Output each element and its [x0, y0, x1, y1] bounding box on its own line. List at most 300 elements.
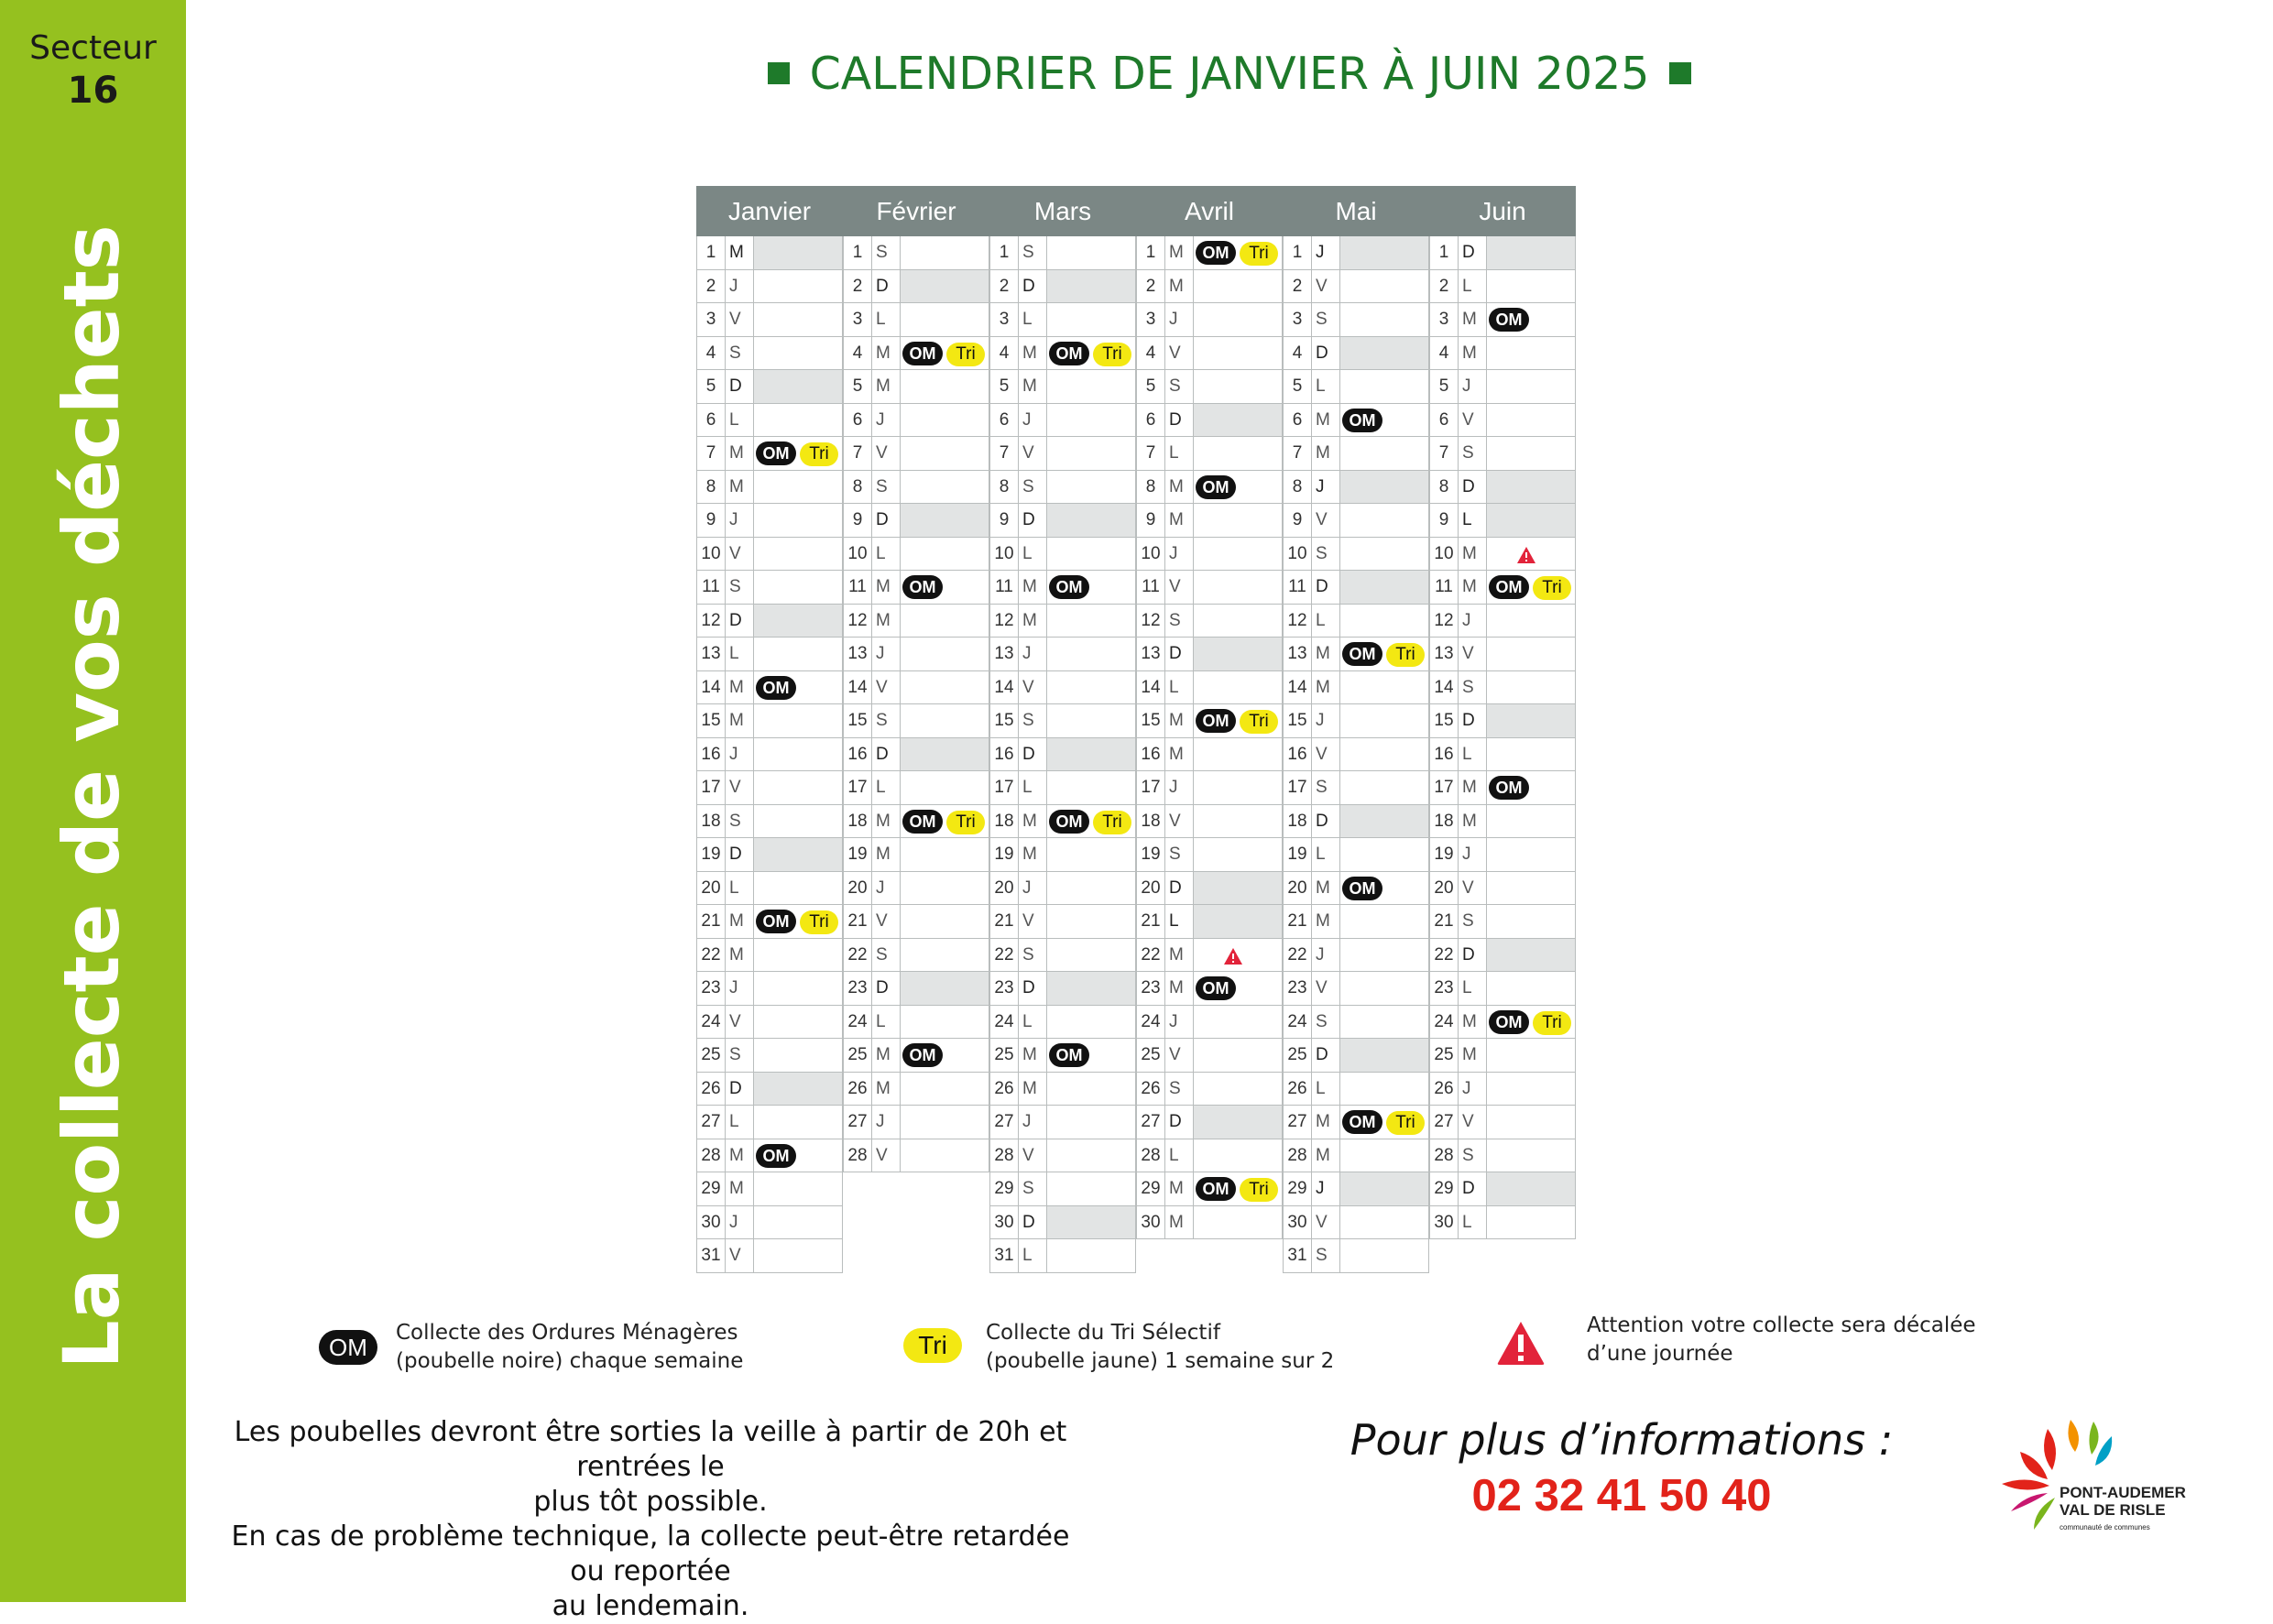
om-badge: OM	[1342, 409, 1382, 432]
day-row	[696, 1172, 843, 1206]
weekday-letter: M	[1019, 370, 1047, 403]
month-header: Janvier	[696, 186, 843, 236]
weekday-letter: D	[872, 270, 901, 303]
month-column	[1283, 236, 1429, 1273]
collection-cell	[1194, 1073, 1283, 1106]
weekday-letter: L	[1019, 1239, 1047, 1272]
day-number: 29	[1429, 1172, 1459, 1205]
day-number: 11	[1429, 571, 1459, 604]
day-row	[696, 370, 843, 404]
month-header: Février	[843, 186, 989, 236]
collection-cell	[1047, 939, 1136, 972]
tri-badge: Tri	[946, 811, 985, 834]
collection-cell	[901, 1139, 989, 1172]
day-row	[1136, 437, 1283, 471]
day-number: 26	[989, 1073, 1019, 1106]
collection-cell	[1487, 905, 1576, 938]
day-number: 5	[989, 370, 1019, 403]
collection-cell	[1047, 1172, 1136, 1205]
day-number: 18	[1283, 805, 1312, 838]
weekday-letter: M	[1312, 1139, 1340, 1172]
collection-cell	[901, 303, 989, 336]
day-row	[843, 605, 989, 638]
day-number: 5	[1136, 370, 1165, 403]
day-number: 4	[696, 337, 726, 370]
day-row	[696, 504, 843, 538]
weekday-letter: M	[872, 1073, 901, 1106]
weekday-letter: V	[1165, 1039, 1194, 1072]
day-row	[696, 1139, 843, 1173]
collection-cell	[1194, 1106, 1283, 1139]
day-number: 7	[1283, 437, 1312, 470]
day-number: 4	[1429, 337, 1459, 370]
weekday-letter: M	[1312, 872, 1340, 905]
day-row	[843, 236, 989, 270]
day-row	[989, 1006, 1136, 1040]
weekday-letter: M	[1459, 805, 1487, 838]
weekday-letter: L	[1019, 1006, 1047, 1039]
day-number: 15	[696, 704, 726, 737]
day-row	[1283, 671, 1429, 705]
collection-cell	[754, 1106, 843, 1139]
day-row	[843, 1073, 989, 1106]
month-header: Avril	[1136, 186, 1283, 236]
legend-tri-badge: Tri	[903, 1328, 962, 1363]
day-row	[1136, 1139, 1283, 1173]
collection-cell	[1340, 1073, 1429, 1106]
weekday-letter: J	[726, 504, 754, 537]
day-number: 21	[1283, 905, 1312, 938]
day-number: 6	[1429, 404, 1459, 437]
collection-cell	[901, 370, 989, 403]
day-row	[1429, 1006, 1576, 1040]
day-number: 7	[696, 437, 726, 470]
om-badge: OM	[756, 441, 796, 465]
collection-cell	[754, 1006, 843, 1039]
notice-line4: au lendemain.	[552, 1590, 749, 1622]
collection-cell	[901, 671, 989, 704]
month-column	[989, 236, 1136, 1273]
collection-cell	[754, 805, 843, 838]
day-number: 20	[1136, 872, 1165, 905]
notice-line3: En cas de problème technique, la collecte peut-être retardée ou reportée	[231, 1520, 1070, 1587]
day-number: 8	[843, 471, 872, 504]
weekday-letter: J	[872, 638, 901, 670]
day-row	[696, 638, 843, 671]
day-number: 22	[1283, 939, 1312, 972]
day-number: 26	[843, 1073, 872, 1106]
day-row	[843, 805, 989, 839]
day-row	[1429, 805, 1576, 839]
day-number: 6	[1283, 404, 1312, 437]
collection-cell	[1487, 1206, 1576, 1239]
day-number: 8	[1283, 471, 1312, 504]
day-number: 18	[1136, 805, 1165, 838]
weekday-letter: S	[1165, 1073, 1194, 1106]
day-number: 17	[1429, 771, 1459, 804]
day-number: 3	[1136, 303, 1165, 336]
day-row	[989, 471, 1136, 505]
day-number: 13	[1429, 638, 1459, 670]
day-row	[843, 905, 989, 939]
weekday-letter: L	[1312, 605, 1340, 638]
day-number: 28	[1429, 1139, 1459, 1172]
collection-cell	[1340, 538, 1429, 571]
day-number: 15	[843, 704, 872, 737]
collection-cell	[1194, 337, 1283, 370]
day-row	[843, 771, 989, 805]
weekday-letter: V	[1459, 1106, 1487, 1139]
day-number: 12	[843, 605, 872, 638]
collection-cell	[1340, 771, 1429, 804]
collection-cell	[901, 905, 989, 938]
sector-number: 16	[67, 70, 119, 112]
weekday-letter: S	[1019, 1172, 1047, 1205]
square-bullet-icon	[768, 62, 790, 84]
day-row	[1429, 504, 1576, 538]
month-column	[696, 236, 843, 1273]
weekday-letter: D	[1459, 1172, 1487, 1205]
collection-cell	[1487, 939, 1576, 972]
day-row	[989, 1239, 1136, 1273]
collection-cell	[754, 236, 843, 269]
weekday-letter: V	[1459, 404, 1487, 437]
collection-cell	[901, 504, 989, 537]
weekday-letter: M	[1019, 571, 1047, 604]
om-badge: OM	[1196, 1177, 1236, 1201]
day-number: 22	[1429, 939, 1459, 972]
weekday-letter: V	[1019, 905, 1047, 938]
collection-cell	[754, 504, 843, 537]
vertical-title: La collecte de vos déchets	[47, 224, 137, 1369]
day-number: 18	[989, 805, 1019, 838]
collection-cell	[1194, 571, 1283, 604]
day-number: 19	[843, 838, 872, 871]
collection-cell	[1487, 236, 1576, 269]
day-row	[1283, 1039, 1429, 1073]
day-number: 9	[696, 504, 726, 537]
collection-cell	[1047, 236, 1136, 269]
square-bullet-icon	[1669, 62, 1691, 84]
weekday-letter: M	[1312, 638, 1340, 670]
month-header: Mars	[989, 186, 1136, 236]
day-number: 19	[696, 838, 726, 871]
weekday-letter: V	[1019, 1139, 1047, 1172]
day-number: 12	[1283, 605, 1312, 638]
day-number: 14	[1136, 671, 1165, 704]
collection-cell	[754, 972, 843, 1005]
legend-om-badge: OM	[319, 1330, 377, 1365]
day-number: 13	[989, 638, 1019, 670]
day-row	[1136, 838, 1283, 872]
collection-cell	[1194, 1006, 1283, 1039]
weekday-letter: L	[872, 303, 901, 336]
collection-cell	[901, 638, 989, 670]
day-number: 26	[1136, 1073, 1165, 1106]
weekday-letter: V	[1165, 571, 1194, 604]
day-row	[1429, 538, 1576, 572]
day-row	[696, 1039, 843, 1073]
day-number: 19	[1283, 838, 1312, 871]
weekday-letter: M	[1165, 738, 1194, 771]
day-row	[1429, 972, 1576, 1006]
om-badge: OM	[1489, 776, 1529, 800]
day-row	[989, 337, 1136, 371]
collection-cell	[1194, 1172, 1283, 1205]
collection-cell	[1194, 437, 1283, 470]
collection-cell	[901, 270, 989, 303]
day-row	[696, 805, 843, 839]
om-badge: OM	[1342, 877, 1382, 900]
day-row	[1283, 738, 1429, 772]
collection-cell	[901, 704, 989, 737]
collection-cell	[754, 605, 843, 638]
weekday-letter: D	[1165, 1106, 1194, 1139]
weekday-letter: M	[1019, 1039, 1047, 1072]
day-row	[989, 805, 1136, 839]
logo-text	[2060, 1484, 2186, 1536]
day-row	[1429, 771, 1576, 805]
day-number: 11	[989, 571, 1019, 604]
day-row	[843, 337, 989, 371]
day-row	[1429, 1039, 1576, 1073]
collection-cell	[1047, 1239, 1136, 1272]
day-row	[989, 270, 1136, 304]
day-row	[989, 370, 1136, 404]
day-number: 27	[989, 1106, 1019, 1139]
day-number: 24	[696, 1006, 726, 1039]
weekday-letter: S	[726, 1039, 754, 1072]
weekday-letter: D	[1312, 805, 1340, 838]
weekday-letter: D	[1459, 471, 1487, 504]
day-row	[843, 504, 989, 538]
day-row	[1136, 972, 1283, 1006]
day-row	[1136, 605, 1283, 638]
day-number: 23	[843, 972, 872, 1005]
day-row	[843, 471, 989, 505]
day-row	[989, 905, 1136, 939]
collection-cell	[754, 638, 843, 670]
weekday-letter: S	[1312, 1006, 1340, 1039]
day-number: 2	[843, 270, 872, 303]
day-number: 12	[696, 605, 726, 638]
tri-badge: Tri	[1093, 343, 1131, 366]
weekday-letter: L	[1165, 905, 1194, 938]
collection-cell	[1194, 538, 1283, 571]
day-row	[843, 538, 989, 572]
day-row	[1283, 1239, 1429, 1273]
day-number: 29	[989, 1172, 1019, 1205]
day-number: 17	[843, 771, 872, 804]
day-row	[1136, 370, 1283, 404]
weekday-letter: S	[1312, 771, 1340, 804]
collection-cell	[754, 538, 843, 571]
day-number: 5	[1429, 370, 1459, 403]
collection-cell	[754, 704, 843, 737]
day-row	[1136, 671, 1283, 705]
collection-cell	[754, 1039, 843, 1072]
collection-cell	[1047, 838, 1136, 871]
weekday-letter: M	[872, 1039, 901, 1072]
collection-cell	[1047, 671, 1136, 704]
day-row	[843, 838, 989, 872]
day-number: 9	[1283, 504, 1312, 537]
weekday-letter: J	[1019, 1106, 1047, 1139]
collection-cell	[1047, 1006, 1136, 1039]
day-number: 25	[1429, 1039, 1459, 1072]
weekday-letter: L	[726, 638, 754, 670]
weekday-letter: V	[872, 1139, 901, 1172]
notice-line2: plus tôt possible.	[533, 1486, 768, 1518]
collection-cell	[1487, 404, 1576, 437]
legend-om-line2: (poubelle noire) chaque semaine	[396, 1349, 744, 1373]
weekday-letter: L	[1019, 771, 1047, 804]
om-badge: OM	[902, 1043, 943, 1067]
collection-cell	[1487, 638, 1576, 670]
day-row	[989, 1172, 1136, 1206]
day-number: 14	[843, 671, 872, 704]
day-row	[1429, 437, 1576, 471]
phone-number: 02 32 41 50 40	[1471, 1471, 1772, 1520]
weekday-letter: L	[1165, 671, 1194, 704]
day-number: 3	[696, 303, 726, 336]
weekday-letter: D	[1019, 504, 1047, 537]
collection-cell	[1340, 939, 1429, 972]
day-number: 9	[1429, 504, 1459, 537]
weekday-letter: M	[726, 1139, 754, 1172]
day-number: 13	[696, 638, 726, 670]
logo-line3: communauté de communes	[2060, 1523, 2150, 1531]
collection-cell	[901, 571, 989, 604]
weekday-letter: S	[1019, 471, 1047, 504]
weekday-letter: M	[726, 671, 754, 704]
day-row	[1283, 504, 1429, 538]
weekday-letter: D	[1312, 1039, 1340, 1072]
collection-cell	[1340, 504, 1429, 537]
collection-cell	[1340, 972, 1429, 1005]
day-number: 24	[1429, 1006, 1459, 1039]
collection-cell	[1340, 437, 1429, 470]
weekday-letter: L	[1459, 270, 1487, 303]
collection-cell	[901, 471, 989, 504]
day-row	[696, 704, 843, 738]
day-row	[843, 638, 989, 671]
warning-icon	[1223, 947, 1243, 965]
collection-cell	[901, 1006, 989, 1039]
collection-cell	[1194, 605, 1283, 638]
collection-cell	[754, 303, 843, 336]
weekday-letter: D	[726, 1073, 754, 1106]
weekday-letter: L	[872, 1006, 901, 1039]
day-number: 18	[843, 805, 872, 838]
day-number: 20	[696, 872, 726, 905]
collection-cell	[754, 437, 843, 470]
collection-cell	[1487, 437, 1576, 470]
collection-cell	[1047, 972, 1136, 1005]
day-row	[843, 1039, 989, 1073]
day-number: 26	[696, 1073, 726, 1106]
day-row	[843, 370, 989, 404]
collection-cell	[1340, 638, 1429, 670]
collection-cell	[1340, 1172, 1429, 1205]
collection-cell	[1194, 504, 1283, 537]
weekday-letter: D	[1019, 270, 1047, 303]
day-number: 11	[1136, 571, 1165, 604]
day-number: 6	[843, 404, 872, 437]
day-number: 6	[1136, 404, 1165, 437]
day-number: 15	[989, 704, 1019, 737]
day-row	[1283, 905, 1429, 939]
day-row	[989, 738, 1136, 772]
weekday-letter: S	[1165, 605, 1194, 638]
tri-badge: Tri	[1240, 242, 1278, 266]
weekday-letter: M	[872, 605, 901, 638]
day-row	[989, 437, 1136, 471]
collection-cell	[1194, 471, 1283, 504]
collection-cell	[1340, 236, 1429, 269]
day-row	[1283, 1172, 1429, 1206]
weekday-letter: D	[726, 838, 754, 871]
day-row	[1136, 538, 1283, 572]
weekday-letter: J	[872, 1106, 901, 1139]
collection-cell	[901, 437, 989, 470]
day-row	[1136, 270, 1283, 304]
logo-line2: VAL DE RISLE	[2060, 1501, 2166, 1519]
day-number: 15	[1429, 704, 1459, 737]
weekday-letter: M	[1459, 1039, 1487, 1072]
day-row	[1429, 638, 1576, 671]
collection-cell	[1194, 872, 1283, 905]
collection-cell	[1194, 771, 1283, 804]
info-label: Pour plus d’informations :	[1350, 1415, 1894, 1465]
weekday-letter: M	[1459, 771, 1487, 804]
day-number: 24	[843, 1006, 872, 1039]
day-number: 9	[843, 504, 872, 537]
collection-cell	[1194, 270, 1283, 303]
weekday-letter: M	[726, 939, 754, 972]
collection-cell	[754, 671, 843, 704]
day-row	[1283, 605, 1429, 638]
day-number: 4	[989, 337, 1019, 370]
collection-cell	[1487, 270, 1576, 303]
collection-cell	[754, 370, 843, 403]
day-row	[696, 404, 843, 438]
day-row	[843, 704, 989, 738]
day-number: 23	[1136, 972, 1165, 1005]
collection-cell	[1340, 370, 1429, 403]
weekday-letter: J	[872, 872, 901, 905]
day-number: 5	[696, 370, 726, 403]
day-number: 24	[1283, 1006, 1312, 1039]
day-number: 3	[1429, 303, 1459, 336]
day-number: 11	[843, 571, 872, 604]
day-row	[989, 638, 1136, 671]
day-number: 13	[843, 638, 872, 670]
om-badge: OM	[902, 342, 943, 365]
weekday-letter: V	[726, 538, 754, 571]
collection-cell	[1487, 972, 1576, 1005]
legend-tri-text	[986, 1319, 1334, 1376]
day-row	[1429, 404, 1576, 438]
day-number: 21	[696, 905, 726, 938]
om-badge: OM	[1196, 475, 1236, 499]
day-row	[843, 303, 989, 337]
day-number: 19	[1136, 838, 1165, 871]
day-number: 22	[989, 939, 1019, 972]
collection-cell	[1047, 270, 1136, 303]
collection-cell	[1194, 838, 1283, 871]
day-row	[989, 1106, 1136, 1139]
